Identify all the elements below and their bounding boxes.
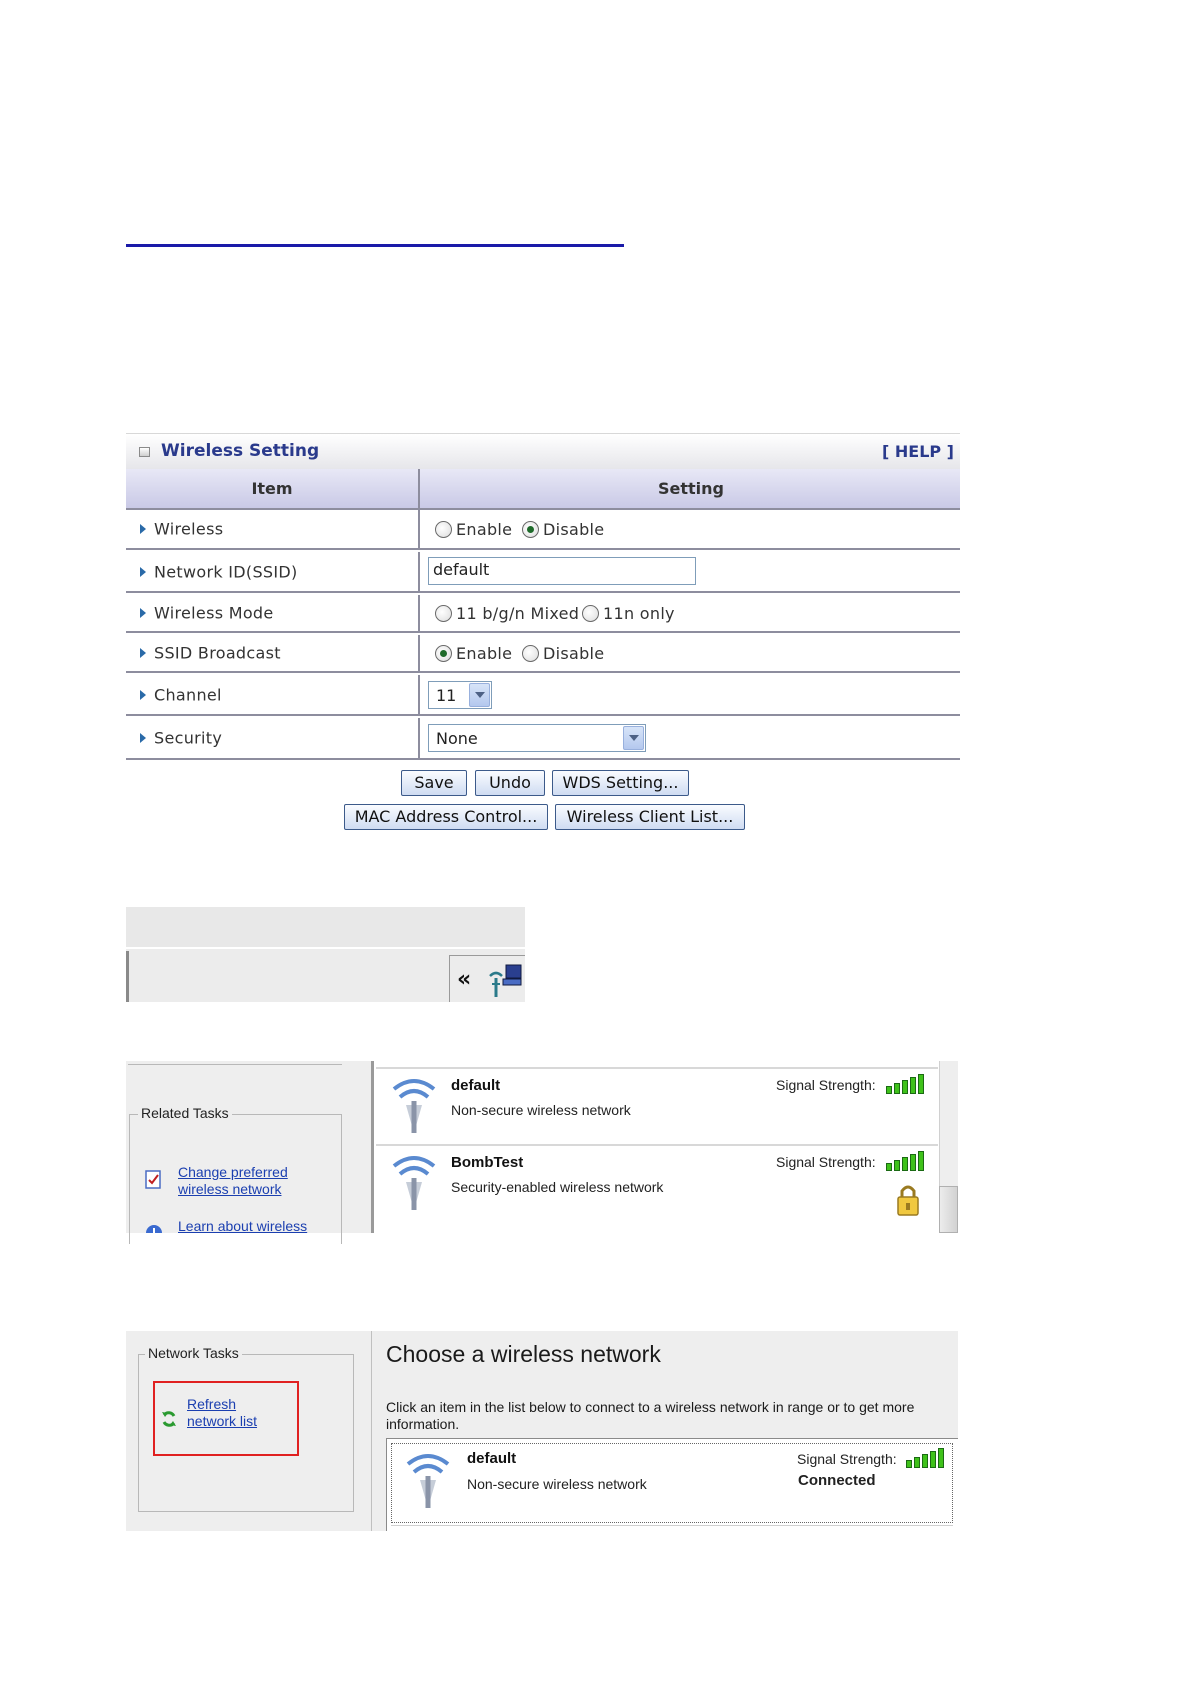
info-icon <box>146 1223 162 1233</box>
signal-strength-bars-icon <box>906 1448 946 1468</box>
radio-label: 11n only <box>603 604 675 623</box>
table-header <box>126 469 960 510</box>
panel-title: Wireless Setting <box>161 441 320 461</box>
network-description: Security-enabled wireless network <box>451 1179 664 1195</box>
panel-square-icon <box>139 447 150 457</box>
row-wireless-mode <box>126 595 960 633</box>
row-label: Wireless <box>154 519 224 539</box>
panel-title-bar <box>126 433 960 469</box>
wds-setting-button[interactable]: WDS Setting... <box>552 770 689 796</box>
security-select[interactable] <box>428 724 646 752</box>
bullet-arrow-icon <box>140 648 146 658</box>
list-border <box>371 1061 374 1233</box>
chevron-down-icon[interactable] <box>623 726 644 750</box>
undo-button[interactable]: Undo <box>475 770 545 796</box>
bullet-arrow-icon <box>140 608 146 618</box>
network-name: BombTest <box>451 1154 524 1171</box>
wireless-network-tray-icon[interactable] <box>487 964 523 998</box>
broadcast-enable-radio[interactable] <box>435 645 452 662</box>
row-label: Channel <box>154 685 222 704</box>
radio-label: Disable <box>543 520 605 539</box>
network-item-default[interactable] <box>376 1067 938 1138</box>
row-wireless <box>126 510 960 550</box>
link-line: network list <box>187 1413 258 1429</box>
bullet-arrow-icon <box>140 524 146 534</box>
link-line: wireless network <box>178 1181 282 1197</box>
wireless-antenna-icon <box>388 1152 440 1210</box>
save-button[interactable]: Save <box>401 770 467 796</box>
signal-strength-label: Signal Strength: <box>776 1154 876 1170</box>
link-line: Refresh <box>187 1396 237 1412</box>
signal-strength-label: Signal Strength: <box>776 1077 876 1093</box>
signal-strength-bars-icon <box>886 1151 926 1171</box>
row-label: Security <box>154 728 223 748</box>
row-channel <box>126 675 960 716</box>
radio-label: Enable <box>456 520 513 539</box>
choose-wireless-network-window <box>126 1331 958 1531</box>
row-security <box>126 718 960 760</box>
row-label: Network ID(SSID) <box>154 562 298 581</box>
channel-value: 11 <box>436 686 457 705</box>
change-preferred-network-link[interactable] <box>178 1164 288 1198</box>
learn-about-wireless-link[interactable]: Learn about wireless <box>178 1218 308 1234</box>
channel-select[interactable] <box>428 681 492 709</box>
section-rule <box>126 244 624 247</box>
row-label: Wireless Mode <box>154 603 274 623</box>
wireless-enable-radio[interactable] <box>435 521 452 538</box>
connection-status: Connected <box>798 1472 876 1489</box>
wireless-antenna-icon <box>388 1075 440 1133</box>
link-line: Change preferred <box>178 1164 288 1180</box>
radio-label: 11 b/g/n Mixed <box>456 604 580 623</box>
wireless-antenna-icon <box>402 1450 454 1508</box>
ssid-input[interactable]: default <box>428 557 696 585</box>
broadcast-disable-radio[interactable] <box>522 645 539 662</box>
network-name: default <box>467 1450 517 1467</box>
signal-strength-label: Signal Strength: <box>797 1451 897 1467</box>
refresh-network-list-link[interactable] <box>187 1396 257 1430</box>
security-value: None <box>436 729 478 748</box>
wireless-network-list <box>126 1061 958 1233</box>
pane-divider <box>371 1331 372 1531</box>
network-item-default-connected[interactable] <box>391 1443 953 1523</box>
wireless-disable-radio[interactable] <box>522 521 539 538</box>
scrollbar-thumb[interactable] <box>939 1186 958 1233</box>
refresh-icon <box>161 1409 177 1429</box>
next-network-item[interactable] <box>391 1525 953 1531</box>
checklist-icon <box>145 1170 163 1190</box>
wireless-setting-panel <box>126 433 960 833</box>
mac-address-control-button[interactable]: MAC Address Control... <box>344 804 548 830</box>
network-name: default <box>451 1077 501 1094</box>
strip-band <box>126 907 525 947</box>
signal-strength-bars-icon <box>886 1074 926 1094</box>
network-tasks-legend: Network Tasks <box>145 1345 242 1361</box>
tray-expand-chevron[interactable]: « <box>457 967 472 992</box>
pane-divider <box>128 1061 342 1065</box>
network-item-bombtest[interactable] <box>376 1144 938 1230</box>
row-label: SSID Broadcast <box>154 643 281 663</box>
row-ssid-broadcast <box>126 635 960 673</box>
col-setting-header: Setting <box>658 479 724 498</box>
wireless-client-list-button[interactable]: Wireless Client List... <box>555 804 745 830</box>
bullet-arrow-icon <box>140 733 146 743</box>
chevron-down-icon[interactable] <box>469 683 490 707</box>
network-description: Non-secure wireless network <box>467 1476 647 1492</box>
help-link[interactable]: [ HELP ] <box>881 442 954 461</box>
bullet-arrow-icon <box>140 567 146 577</box>
lock-icon <box>896 1183 920 1217</box>
col-item-header: Item <box>126 469 420 508</box>
mode-11n-radio[interactable] <box>582 605 599 622</box>
instructions-text: Click an item in the list below to connect to a wireless network in range or to get more information. <box>386 1399 915 1432</box>
network-description: Non-secure wireless network <box>451 1102 631 1118</box>
radio-label: Enable <box>456 644 513 663</box>
strip-left-edge <box>126 951 129 1002</box>
mode-mixed-radio[interactable] <box>435 605 452 622</box>
bullet-arrow-icon <box>140 690 146 700</box>
row-ssid <box>126 552 960 593</box>
page-title: Choose a wireless network <box>386 1341 661 1367</box>
radio-label: Disable <box>543 644 605 663</box>
related-tasks-legend: Related Tasks <box>138 1105 232 1121</box>
taskbar-strip <box>126 907 525 1002</box>
